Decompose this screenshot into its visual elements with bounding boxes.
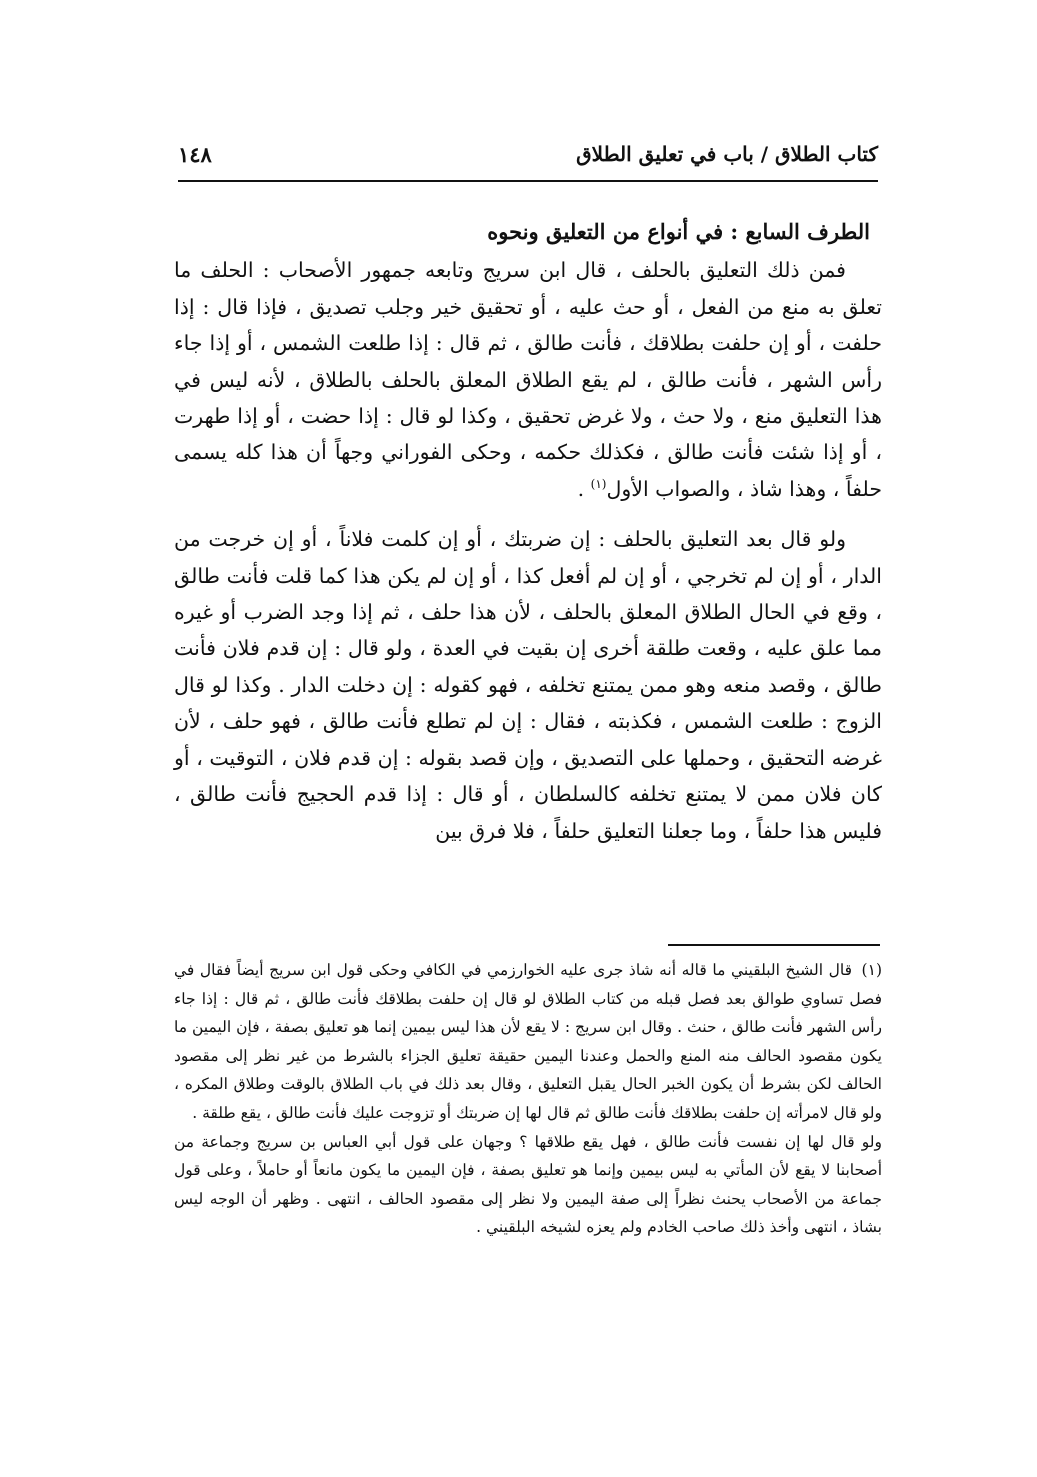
running-title: كتاب الطلاق / باب في تعليق الطلاق (576, 142, 878, 166)
footnotes (174, 956, 882, 1242)
footnote-1-continuation: ولو قال لها إن نفست فأنت طالق ، فهل يقع طلاقها ؟ وجهان على قول أبي العباس بن سريج وجماعة من أصحابنا لا يقع لأن المأتي به ليس بيمين وإنما هو تعليق بصفة ، فإن اليمين ما يكون مانعاً أو حاملاً ، وعلى قول جماعة من الأصحاب يحنث نظراً إلى صفة اليمين ولا نظر إلى مقصود الحالف ، انتهى . وظهر أن الوجه ليس بشاذ ، انتهى وأخذ ذلك صاحب الخادم ولم يعزه لشيخه البلقيني . (174, 1132, 882, 1237)
running-header (178, 138, 878, 182)
footnote-reference[interactable]: (١) (590, 477, 607, 492)
paragraph-1-end: . (577, 476, 591, 501)
footnote-1 (174, 956, 882, 1128)
paragraph-1-text: فمن ذلك التعليق بالحلف ، قال ابن سريج وتابعه جمهور الأصحاب : الحلف ما تعلق به منع من الفعل ، أو حث عليه ، أو تحقيق خير وجلب تصديق ، فإذا قال : إذا حلفت ، أو إن حلفت بطلاقك ، فأنت طالق ، ثم قال : إذا طلعت الشمس ، أو إذا جاء رأس الشهر ، فأنت طالق ، لم يقع الطلاق المعلق بالحلف بالطلاق ، لأنه ليس في هذا التعليق منع ، ولا حث ، ولا غرض تحقيق ، وكذا لو قال : إذا حضت ، أو إذا طهرت ، أو إذا شئت فأنت طالق ، فكذلك حكمه ، وحكى الفوراني وجهاً أن هذا كله يسمى حلفاً ، وهذا شاذ ، والصواب الأول (174, 258, 882, 501)
footnote-1-number: (١) (861, 961, 882, 979)
footnote-separator (668, 944, 880, 946)
paragraph-2: ولو قال بعد التعليق بالحلف : إن ضربتك ، أو إن كلمت فلاناً ، أو إن خرجت من الدار ، أو إن لم تخرجي ، أو إن لم أفعل كذا ، أو إن لم يكن هذا كما قلت فأنت طالق ، وقع في الحال الطلاق المعلق بالحلف ، لأن هذا حلف ، ثم إذا وجد الضرب أو غيره مما علق عليه ، وقعت طلقة أخرى إن بقيت في العدة ، ولو قال : إن قدم فلان فأنت طالق ، وقصد منعه وهو ممن يمتنع تخلفه ، فهو كقوله : إن دخلت الدار . وكذا لو قال الزوج : طلعت الشمس ، فكذبته ، فقال : إن لم تطلع فأنت طالق ، فهو حلف ، لأن غرضه التحقيق ، وحملها على التصديق ، وإن قصد بقوله : إن قدم فلان ، التوقيت ، أو كان فلان ممن لا يمتنع تخلفه كالسلطان ، أو قال : إذا قدم الحجيج فأنت طالق ، فليس هذا حلفاً ، وما جعلنا التعليق حلفاً ، فلا فرق بين (174, 527, 882, 843)
section-heading: الطرف السابع : في أنواع من التعليق ونحوه (487, 219, 870, 244)
footnote-1-text: قال الشيخ البلقيني ما قاله أنه شاذ جرى عليه الخوارزمي في الكافي وحكى قول ابن سريج أيضاً فقال في فصل تساوي طوالق بعد فصل قبله من كتاب الطلاق لو قال إن حلفت بطلاقك فأنت طالق ، ثم قال : إذا جاء رأس الشهر فأنت طالق ، حنث . وقال ابن سريج : لا يقع لأن هذا ليس بيمين إنما هو تعليق بصفة ، فإن اليمين ما يكون مقصود الحالف منه المنع والحمل وعندنا اليمين حقيقة تعليق الجزاء بالشرط من غير نظر إلى مقصود الحالف لكن بشرط أن يكون الخبر الحال يقبل التعليق ، وقال بعد ذلك في باب الطلاق بالوقت وطلاق المكره ، ولو قال لامرأته إن حلفت بطلاقك فأنت طالق ثم قال لها إن ضربتك أو تزوجت عليك فأنت طالق ، يقع طلقة . (174, 961, 882, 1122)
paragraph-1 (174, 252, 882, 507)
main-text (174, 214, 882, 849)
page-number: ١٤٨ (178, 142, 212, 167)
